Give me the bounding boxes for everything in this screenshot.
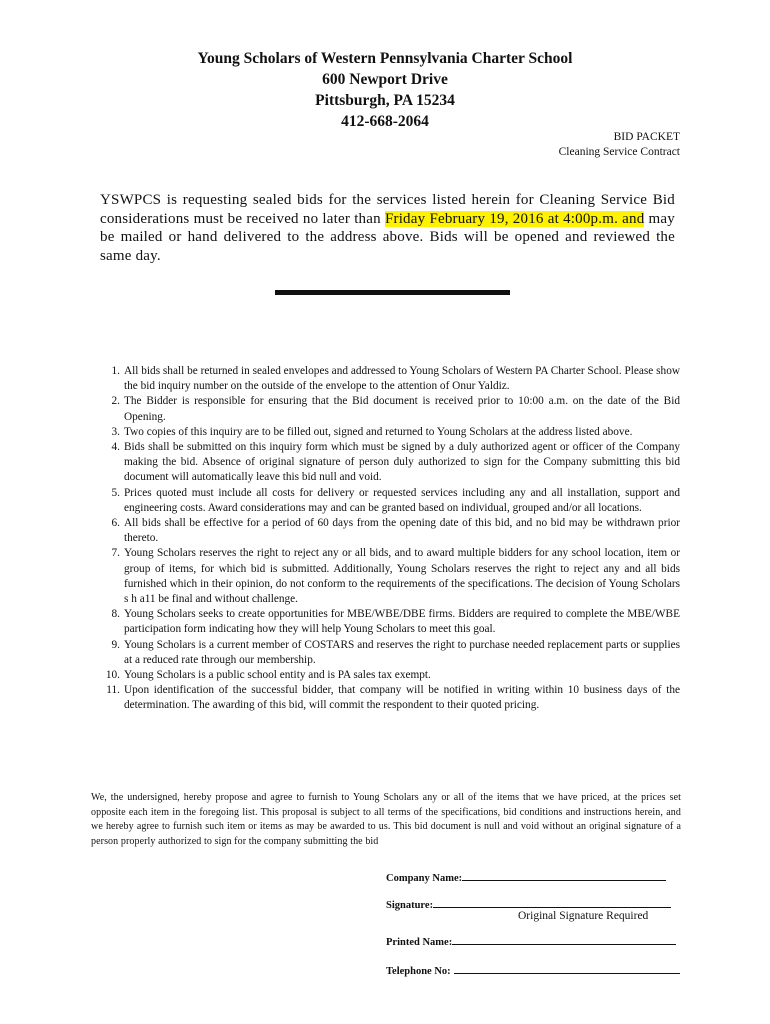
term-number: 3. [111,425,120,438]
printed-name-line[interactable] [452,934,676,945]
intro-paragraph [100,191,675,265]
term-item [100,364,680,394]
term-number: 11. [106,684,120,697]
term-text: Two copies of this inquiry are to be filled out, signed and returned to Young Scholars at the address listed above. [124,425,633,438]
bid-packet-label [559,130,680,160]
term-item [100,638,680,668]
terms-list [100,364,680,714]
telephone-field[interactable] [386,963,680,977]
term-number: 10. [105,669,120,682]
intro-text-start: YSWPCS is requesting sealed bids for the services listed herein for Cleaning Service Bid considerations must be received no later than [100,192,675,227]
term-item [100,425,680,440]
printed-name-label: Printed Name: [386,937,453,948]
term-text: Bids shall be submitted on this inquiry form which must be signed by a duly authorized agent or officer of the Company making the bid. Absence of original signature of person duly authorized to sign for the Company submitting this bid document will automatically leave this bid null and void. [124,441,680,484]
term-text: The Bidder is responsible for ensuring that the Bid document is received prior to 10:00 a.m. on the date of the Bid Opening. [124,395,680,423]
divider-bar [275,290,510,295]
term-number: 9. [111,638,120,651]
term-item [100,394,680,424]
term-text: Prices quoted must include all costs for delivery or requested services including any and all installation, support and engineering costs. Award considerations may and can be granted based on individual, grouped and/or all locations. [124,486,680,514]
signature-field[interactable] [386,897,671,911]
term-number: 4. [111,441,120,454]
term-text: Young Scholars is a current member of COSTARS and reserves the right to purchase needed replacement parts or supplies at a reduced rate through our membership. [124,638,680,666]
term-text: All bids shall be returned in sealed envelopes and addressed to Young Scholars of Western PA Charter School. Please show the bid inquiry number on the outside of the envelope to the attention of Onur Yaldiz. [124,365,681,393]
packet-title: BID PACKET [613,131,680,143]
company-name-label: Company Name: [386,873,463,884]
term-text: Young Scholars seeks to create opportunities for MBE/WBE/DBE firms. Bidders are required to complete the MBE/WBE participation form indicating how they will help Young Scholars to meet this goal. [124,608,680,636]
term-item [100,546,680,607]
school-name: Young Scholars of Western Pennsylvania Charter School [197,50,573,67]
signature-note: Original Signature Required [518,910,649,922]
term-item [100,668,680,683]
term-number: 8. [111,608,120,621]
deadline-highlight: Friday February 19, 2016 at 4:00p.m. and [384,210,645,227]
term-number: 6. [111,517,120,530]
term-item [100,516,680,546]
printed-name-field[interactable] [386,934,676,948]
term-text: Upon identification of the successful bidder, that company will be notified in writing within 10 business days of the determination. The awarding of this bid, will commit the respondent to their quoted pricing. [124,684,680,712]
term-text: All bids shall be effective for a period of 60 days from the opening date of this bid, and no bid may be withdrawn prior thereto. [124,517,680,545]
school-city: Pittsburgh, PA 15234 [315,92,455,109]
intro-text-end: may be mailed or hand delivered to the address above. Bids will be opened and reviewed the same day. [100,210,675,264]
telephone-label: Telephone No: [386,966,451,977]
term-text: Young Scholars reserves the right to reject any or all bids, and to award multiple bidders for any school location, item or group of items, for which bid is submitted. Additionally, Young Scholars reserves the right to reject any and all bids furnished which in their opinion, do not conform to the requirements of the specifications. The decision of Young Scholars s h a11 be final and without challenge. [124,547,680,606]
term-number: 5. [111,486,120,499]
term-item [100,486,680,516]
term-item [100,683,680,713]
school-phone: 412-668-2064 [341,113,429,130]
term-item [100,440,680,486]
company-name-field[interactable] [386,870,666,884]
signature-label: Signature: [386,900,434,911]
company-name-line[interactable] [462,870,666,881]
packet-subtitle: Cleaning Service Contract [558,146,680,158]
school-street: 600 Newport Drive [322,71,448,88]
school-header [0,48,770,132]
term-text: Young Scholars is a public school entity and is PA sales tax exempt. [124,669,431,682]
agreement-paragraph: We, the undersigned, hereby propose and agree to furnish to Young Scholars any or all of the items that we have priced, at the prices set opposite each item in the foregoing list. This proposal is subject to all terms of the specifications, bid conditions and instructions herein, and we hereby agree to furnish such item or items as may be awarded to us. This bid document is null and void without an original signature of a person properly authorized to sign for the company submitting the bid [91,792,681,847]
term-number: 1. [111,365,120,377]
term-number: 2. [111,395,120,408]
signature-line[interactable] [433,897,671,908]
term-item [100,607,680,637]
term-number: 7. [111,547,120,560]
telephone-line[interactable] [454,963,680,974]
